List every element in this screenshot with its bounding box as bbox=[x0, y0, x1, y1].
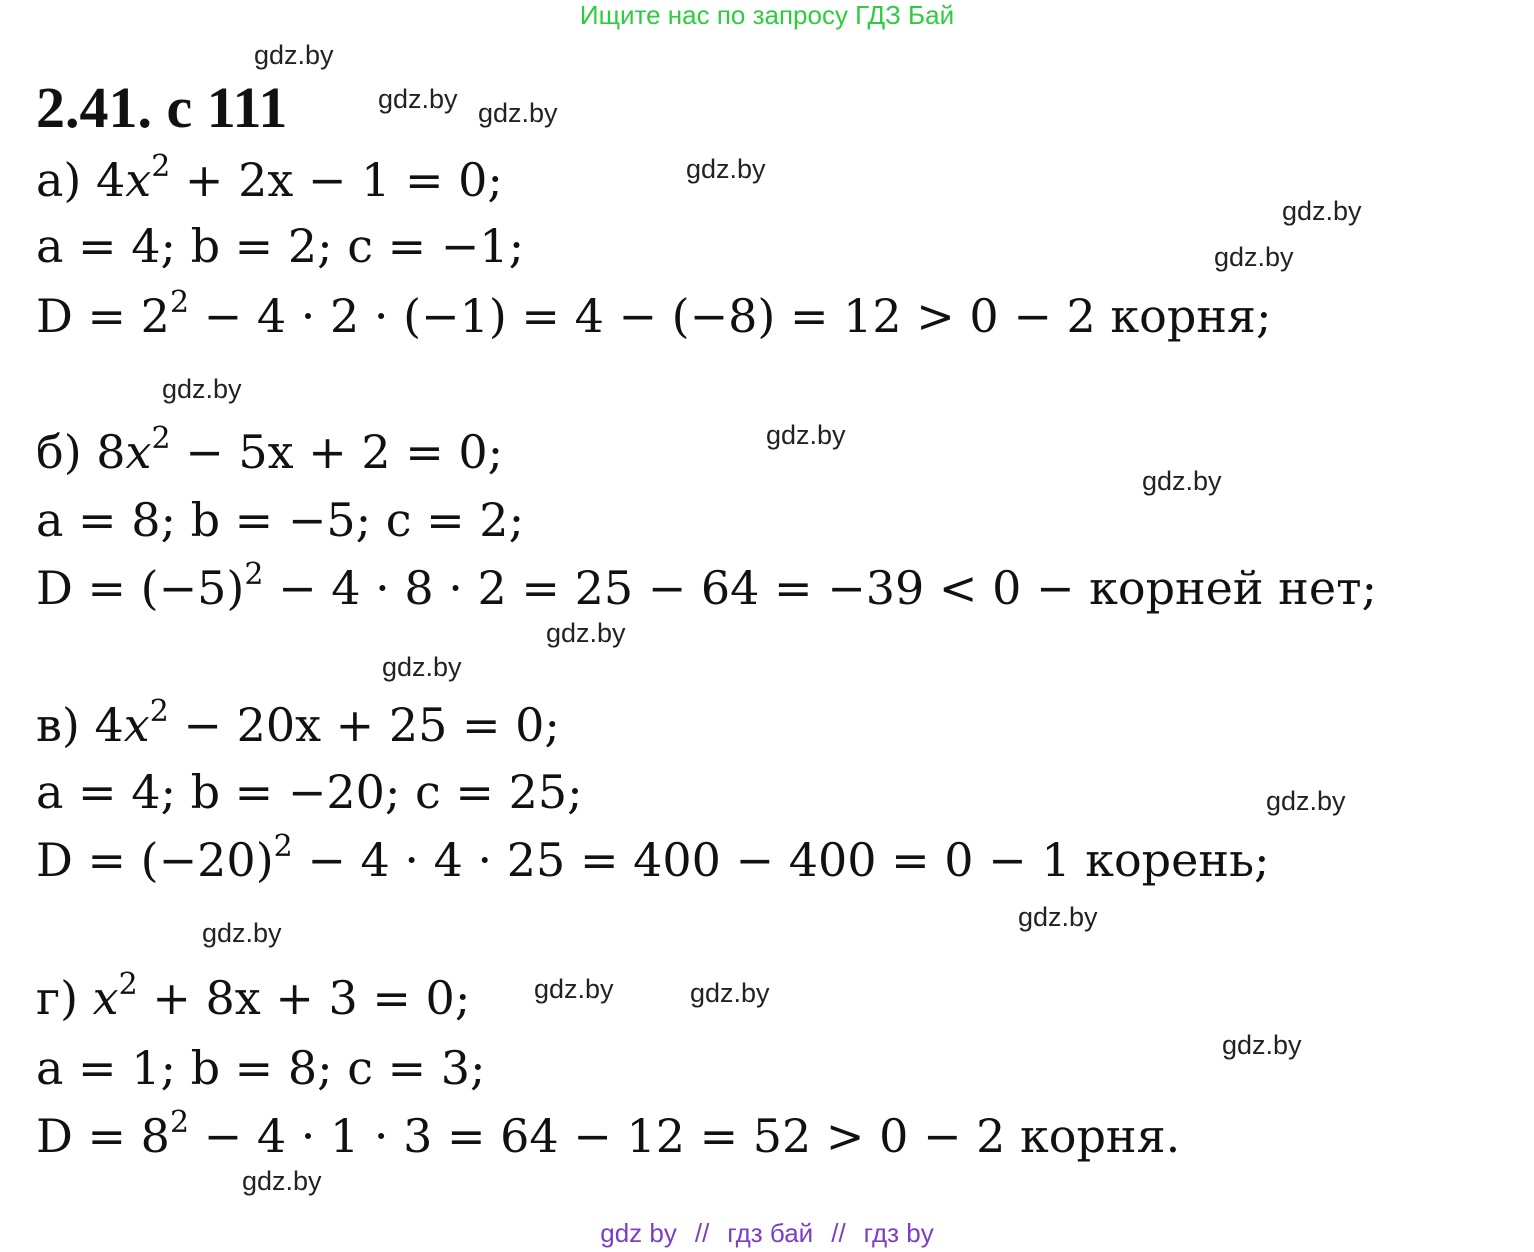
part-a-equation bbox=[36, 150, 503, 210]
exponent: 2 bbox=[149, 694, 169, 729]
watermark: gdz.by bbox=[766, 420, 846, 450]
part-v-coefficients: a = 4; b = −20; c = 25; bbox=[36, 765, 583, 819]
footer-link-gdz-by[interactable]: gdz by bbox=[600, 1218, 677, 1248]
discriminant-start: D = 8 bbox=[36, 1109, 170, 1163]
part-g-coefficients: a = 1; b = 8; c = 3; bbox=[36, 1041, 486, 1095]
part-b-discriminant bbox=[36, 558, 1377, 618]
watermark: gdz.by bbox=[382, 652, 462, 682]
watermark: gdz.by bbox=[546, 618, 626, 648]
watermark: gdz.by bbox=[1282, 196, 1362, 226]
exponent: 2 bbox=[151, 421, 171, 456]
watermark: gdz.by bbox=[378, 84, 458, 114]
exponent: 2 bbox=[151, 149, 171, 184]
footer-separator: // bbox=[694, 1218, 710, 1248]
part-v-discriminant bbox=[36, 830, 1270, 890]
equation-rest: + 8x + 3 = 0; bbox=[137, 971, 471, 1025]
part-b-equation bbox=[36, 422, 503, 482]
equation-rest: − 5x + 2 = 0; bbox=[170, 425, 504, 479]
watermark: gdz.by bbox=[242, 1166, 322, 1196]
top-banner: Ищите нас по запросу ГДЗ Бай bbox=[579, 0, 955, 30]
equation-prefix: б) 8 bbox=[36, 425, 126, 479]
discriminant-start: D = (−5) bbox=[36, 561, 245, 615]
watermark: gdz.by bbox=[1018, 902, 1098, 932]
watermark: gdz.by bbox=[254, 40, 334, 70]
exponent: 2 bbox=[244, 557, 264, 592]
footer-link-gdz-by-cyr[interactable]: гдз by bbox=[863, 1218, 934, 1248]
watermark: gdz.by bbox=[1222, 1030, 1302, 1060]
watermark: gdz.by bbox=[686, 154, 766, 184]
variable-x: x bbox=[125, 153, 152, 207]
variable-x: x bbox=[125, 425, 152, 479]
exponent: 2 bbox=[169, 1105, 190, 1140]
part-v-equation bbox=[36, 695, 560, 755]
variable-x: x bbox=[92, 971, 119, 1025]
equation-prefix: в) 4 bbox=[36, 698, 124, 752]
part-b-coefficients: a = 8; b = −5; c = 2; bbox=[36, 493, 525, 547]
exponent: 2 bbox=[273, 829, 293, 864]
equation-rest: + 2x − 1 = 0; bbox=[170, 153, 503, 207]
part-a-coefficients: a = 4; b = 2; c = −1; bbox=[36, 219, 525, 273]
equation-prefix: а) 4 bbox=[36, 153, 126, 207]
discriminant-rest: − 4 · 4 · 25 = 400 − 400 = 0 − 1 корень; bbox=[292, 833, 1270, 887]
equation-rest: − 20x + 25 = 0; bbox=[168, 698, 560, 752]
variable-x: x bbox=[123, 698, 150, 752]
watermark: gdz.by bbox=[534, 974, 614, 1004]
equation-prefix: г) bbox=[36, 971, 93, 1025]
exponent: 2 bbox=[169, 285, 190, 320]
watermark: gdz.by bbox=[478, 98, 558, 128]
exercise-title: 2.41. с 111 bbox=[36, 75, 288, 140]
footer-links bbox=[0, 1218, 1534, 1248]
part-g-discriminant bbox=[36, 1106, 1180, 1166]
part-g-equation bbox=[36, 968, 470, 1028]
discriminant-rest: − 4 · 2 · (−1) = 4 − (−8) = 12 > 0 − 2 корня; bbox=[189, 289, 1272, 343]
discriminant-start: D = (−20) bbox=[36, 833, 274, 887]
watermark: gdz.by bbox=[1214, 242, 1294, 272]
watermark: gdz.by bbox=[1266, 786, 1346, 816]
part-a-discriminant bbox=[36, 286, 1271, 346]
discriminant-rest: − 4 · 8 · 2 = 25 − 64 = −39 < 0 − корней нет; bbox=[263, 561, 1378, 615]
discriminant-rest: − 4 · 1 · 3 = 64 − 12 = 52 > 0 − 2 корня. bbox=[189, 1109, 1181, 1163]
watermark: gdz.by bbox=[1142, 466, 1222, 496]
footer-link-gdz-bai[interactable]: гдз бай bbox=[727, 1218, 814, 1248]
watermark: gdz.by bbox=[162, 374, 242, 404]
footer-separator: // bbox=[831, 1218, 846, 1248]
discriminant-start: D = 2 bbox=[36, 289, 170, 343]
watermark: gdz.by bbox=[690, 978, 770, 1008]
watermark: gdz.by bbox=[202, 918, 282, 948]
exponent: 2 bbox=[118, 967, 138, 1002]
